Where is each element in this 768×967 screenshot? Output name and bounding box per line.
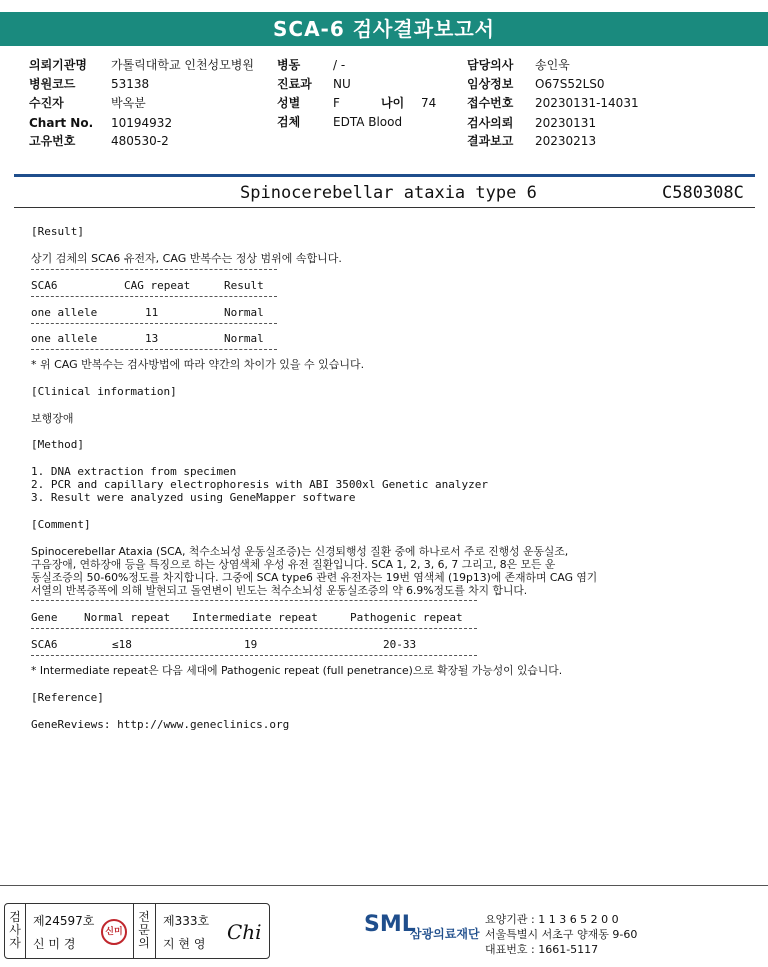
comment-heading: [Comment] (31, 518, 91, 531)
specialist-name: 지 현 영 (163, 937, 206, 951)
examiner-name: 신 미 경 (33, 937, 76, 951)
receipt-no-label: 접수번호 (467, 96, 514, 110)
result-row-2-allele: one allele (31, 332, 98, 345)
result-col-result: Result (224, 279, 264, 292)
result-row-2-repeat: 13 (145, 332, 159, 345)
clinical-text: 보행장애 (31, 412, 74, 425)
specialist-label: 전문의 (138, 910, 150, 950)
result-table-top-rule (31, 269, 277, 270)
comment-table-bottom-rule (31, 655, 477, 656)
report-date-label: 결과보고 (467, 134, 514, 148)
examiner-license: 제24597호 (33, 914, 95, 928)
comment-row-pathogenic: 20-33 (383, 638, 417, 651)
method-line-3: 3. Result were analyzed using GeneMapper software (31, 491, 356, 504)
comment-col-intermediate: Intermediate repeat (192, 611, 318, 624)
unique-id-value: 480530-2 (111, 134, 169, 148)
comment-table-header-rule (31, 628, 477, 629)
hospital-name-value: 가톨릭대학교 인천성모병원 (111, 58, 254, 72)
doctor-value: 송인욱 (535, 58, 570, 72)
chart-no-label: Chart No. (29, 116, 94, 130)
hospital-code-label: 병원코드 (29, 77, 76, 91)
doctor-label: 담당의사 (467, 58, 514, 72)
examiner-label: 검사자 (9, 910, 21, 950)
comment-row-gene: SCA6 (31, 638, 58, 651)
clinical-heading: [Clinical information] (31, 385, 177, 398)
comment-line-1: Spinocerebellar Ataxia (SCA, 척수소뇌성 운동실조증)는 신경퇴행성 질환 중에 하나로서 주로 진행성 운동실조, (31, 545, 569, 558)
clinical-info-value: O67S52LS0 (535, 77, 605, 91)
department-value: NU (333, 77, 351, 91)
result-col-sca6: SCA6 (31, 279, 58, 292)
comment-row-normal: ≤18 (112, 638, 132, 651)
specialist-label-divider (155, 904, 156, 958)
signature-box-divider (133, 904, 134, 958)
receipt-no-value: 20230131-14031 (535, 96, 639, 110)
result-row-1-result: Normal (224, 306, 264, 319)
comment-line-2: 구음장애, 연하장애 등을 특징으로 하는 상염색체 우성 유전 질환입니다. SCA 1, 2, 3, 6, 7 그리고, 8은 모든 운 (31, 558, 556, 571)
sex-value: F (333, 96, 340, 110)
test-divider (14, 207, 755, 208)
examiner-stamp: 신미 (101, 919, 127, 945)
header-divider (14, 174, 755, 177)
request-date-value: 20230131 (535, 116, 597, 130)
report-title: SCA-6 검사결과보고서 (0, 12, 768, 46)
comment-row-intermediate: 19 (244, 638, 258, 651)
test-code: C580308C (662, 183, 744, 203)
reference-text: GeneReviews: http://www.geneclinics.org (31, 718, 290, 731)
clinical-info-label: 임상정보 (467, 77, 514, 91)
organization-name: 삼광의료재단 (410, 927, 480, 941)
organization-address: 서울특별시 서초구 양재동 9-60 (485, 928, 638, 941)
specimen-label: 검체 (277, 115, 301, 129)
age-value: 74 (421, 96, 437, 110)
footer-divider (0, 885, 768, 886)
comment-col-pathogenic: Pathogenic repeat (350, 611, 463, 624)
result-row-rule (31, 323, 277, 324)
result-row-2-result: Normal (224, 332, 264, 345)
report-date-value: 20230213 (535, 134, 597, 148)
department-label: 진료과 (277, 77, 312, 91)
age-label: 나이 (381, 96, 405, 110)
result-row-1-allele: one allele (31, 306, 98, 319)
comment-note: * Intermediate repeat은 다음 세대에 Pathogenic repeat (full penetrance)으로 확장될 가능성이 있습니다. (31, 664, 563, 677)
comment-col-gene: Gene (31, 611, 58, 624)
institution-code: 요양기관 : 1 1 3 6 5 2 0 0 (485, 913, 619, 926)
ward-label: 병동 (277, 58, 301, 72)
result-summary: 상기 검체의 SCA6 유전자, CAG 반복수는 정상 범위에 속합니다. (31, 252, 342, 265)
sex-label: 성별 (277, 96, 301, 110)
test-name: Spinocerebellar ataxia type 6 (240, 183, 537, 203)
result-note: * 위 CAG 반복수는 검사방법에 따라 약간의 차이가 있을 수 있습니다. (31, 358, 365, 371)
method-line-2: 2. PCR and capillary electrophoresis with ABI 3500xl Genetic analyzer (31, 478, 488, 491)
unique-id-label: 고유번호 (29, 134, 76, 148)
method-heading: [Method] (31, 438, 84, 451)
result-heading: [Result] (31, 225, 84, 238)
organization-phone: 대표번호 : 1661-5117 (485, 943, 599, 956)
comment-table-top-rule (31, 600, 477, 601)
ward-value: / - (333, 58, 346, 72)
specialist-signature: Chi (227, 920, 262, 944)
result-col-cag: CAG repeat (124, 279, 191, 292)
result-row-1-repeat: 11 (145, 306, 159, 319)
result-table-bottom-rule (31, 349, 277, 350)
specimen-value: EDTA Blood (333, 115, 403, 129)
patient-value: 박옥분 (111, 96, 146, 110)
hospital-name-label: 의뢰기관명 (29, 58, 87, 72)
request-date-label: 검사의뢰 (467, 116, 514, 130)
method-line-1: 1. DNA extraction from specimen (31, 465, 237, 478)
specialist-license: 제333호 (163, 914, 210, 928)
hospital-code-value: 53138 (111, 77, 150, 91)
patient-label: 수진자 (29, 96, 64, 110)
examiner-label-divider (25, 904, 26, 958)
signature-box (4, 903, 270, 959)
comment-line-3: 동실조증의 50-60%정도를 차지합니다. 그중에 SCA type6 관련 유전자는 19번 염색체 (19p13)에 존재하며 CAG 염기 (31, 571, 598, 584)
chart-no-value: 10194932 (111, 116, 173, 130)
sml-logo: SML (364, 912, 416, 937)
reference-heading: [Reference] (31, 691, 104, 704)
result-table-header-rule (31, 296, 277, 297)
comment-line-4: 서열의 반복증폭에 의해 발현되고 돌연변이 빈도는 척수소뇌성 운동실조증의 약 6.9%정도를 차지 합니다. (31, 584, 528, 597)
comment-col-normal: Normal repeat (84, 611, 171, 624)
